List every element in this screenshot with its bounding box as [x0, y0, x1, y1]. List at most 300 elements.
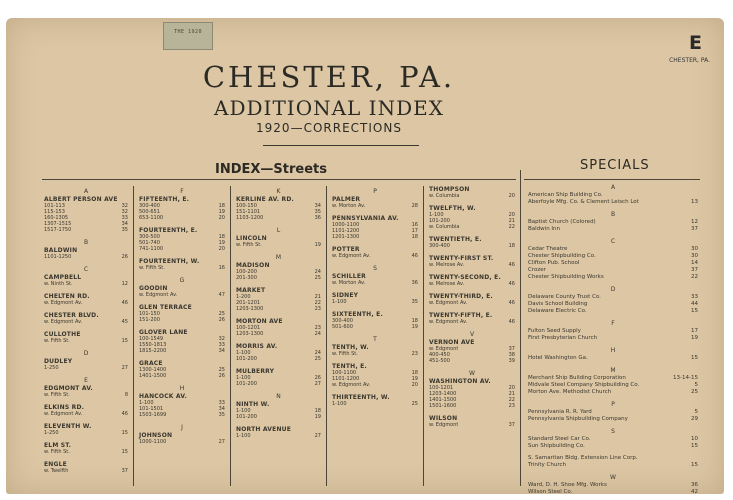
plate-number: 37 — [508, 422, 515, 428]
plate-number: 18 — [314, 408, 321, 414]
house-range: 100-1201 — [429, 385, 454, 391]
street-entry — [139, 188, 225, 221]
street-range-row — [44, 365, 128, 371]
plate-number: 20 — [508, 193, 515, 199]
house-range: w. Edgmont Av. — [332, 382, 371, 388]
street-range-row — [139, 292, 225, 298]
plate-number: 15 — [121, 430, 128, 436]
section-letter: W — [469, 370, 475, 377]
house-range: w. Edgmont — [429, 422, 459, 428]
special-entry — [528, 184, 698, 206]
plate-number: 29 — [691, 416, 698, 422]
street-range-row — [44, 281, 128, 287]
house-range: 101-200 — [236, 381, 257, 387]
house-range: 101-150 — [139, 311, 160, 317]
section-letter: H — [610, 347, 616, 354]
section-letter: P — [611, 401, 615, 408]
house-range: 1401-1500 — [429, 397, 457, 403]
special-row — [528, 301, 698, 308]
street-entry — [429, 331, 515, 364]
street-range-row — [44, 227, 128, 233]
plate-number: 15 — [691, 308, 698, 314]
street-range-row — [429, 358, 515, 364]
house-range: w. Edgmont Av. — [139, 292, 178, 298]
page-title: CHESTER, PA. — [202, 60, 456, 94]
street-range-row — [332, 401, 418, 407]
street-range-row — [44, 338, 128, 344]
street-range-row — [332, 253, 418, 259]
street-entry — [429, 293, 515, 306]
house-range: 1201-1300 — [332, 234, 360, 240]
street-entry — [44, 377, 128, 398]
plate-number: 32 — [121, 203, 128, 209]
street-range-row — [332, 280, 418, 286]
plate-number: 37 — [691, 226, 698, 232]
map-index-sheet — [6, 18, 724, 494]
streets-column-5 — [429, 186, 515, 434]
street-name: BALDWIN — [44, 247, 78, 254]
plate-number: 21 — [508, 391, 515, 397]
house-range: 100-1549 — [139, 336, 164, 342]
house-range: 741-1100 — [139, 246, 164, 252]
house-range: w. Edgmont Av. — [44, 300, 83, 306]
house-range: 300-400 — [332, 318, 353, 324]
house-range: 101-113 — [44, 203, 65, 209]
house-range: 101-200 — [429, 218, 450, 224]
special-entry — [528, 401, 698, 423]
street-name: TWENTY-THIRD, E. — [429, 293, 493, 300]
street-name: MORRIS AV. — [236, 343, 278, 350]
special-name: Chester Shipbuilding Co. — [528, 253, 596, 259]
plate-number: 35 — [411, 299, 418, 305]
street-name: ELKINS RD. — [44, 404, 85, 411]
street-name: GLOVER LANE — [139, 329, 188, 336]
section-letter: A — [83, 188, 89, 195]
section-letter: P — [373, 188, 377, 195]
house-range: 1203-1300 — [236, 331, 264, 337]
house-range: 151-1101 — [236, 209, 261, 215]
plate-number: 17 — [411, 228, 418, 234]
house-range: w. Fifth St. — [44, 338, 70, 344]
section-letter: K — [276, 188, 281, 195]
street-name: TWENTY-SECOND, E. — [429, 274, 501, 281]
plate-number: 32 — [121, 209, 128, 215]
special-row — [528, 253, 698, 260]
plate-number: 42 — [691, 489, 698, 494]
special-name: Ward, D. H. Shoe Mfg. Works — [528, 482, 607, 488]
specials-header-rule — [524, 179, 700, 180]
section-letter: B — [83, 239, 89, 246]
plate-number: 27 — [314, 433, 321, 439]
special-row — [528, 355, 698, 362]
house-range: 101-1501 — [139, 406, 164, 412]
street-entry — [429, 205, 515, 230]
section-letter: F — [611, 320, 615, 327]
house-range: 1-100 — [332, 299, 347, 305]
special-name: Trinity Church — [528, 462, 566, 468]
plate-number: 25 — [411, 401, 418, 407]
street-name: THOMPSON — [429, 186, 470, 193]
house-range: w. Columbia — [429, 224, 460, 230]
house-range: 100-150 — [236, 203, 257, 209]
section-letter: N — [276, 393, 281, 400]
street-name: KERLINE AV. RD. — [236, 196, 294, 203]
house-range: w. Melrose Av. — [429, 281, 465, 287]
plate-number: 12 — [691, 219, 698, 225]
street-name: NINTH W. — [236, 401, 270, 408]
sheet-label: CHESTER, PA. — [669, 57, 710, 64]
street-range-row — [429, 193, 515, 199]
street-entry — [332, 265, 418, 286]
section-letter: C — [610, 238, 616, 245]
street-range-row — [44, 411, 128, 417]
street-range-row — [44, 254, 128, 260]
special-row — [528, 199, 698, 206]
street-name: TENTH, W. — [332, 344, 369, 351]
section-letter: H — [179, 385, 185, 392]
plate-number: 19 — [314, 242, 321, 248]
column-divider — [326, 186, 327, 486]
plate-number: 34 — [121, 221, 128, 227]
street-entry — [139, 385, 225, 418]
house-range: w. Morton Av. — [332, 203, 366, 209]
plate-number: 45 — [121, 319, 128, 325]
section-letter: V — [469, 331, 475, 338]
street-entry — [236, 188, 321, 221]
plate-number: 35 — [218, 412, 225, 418]
special-row — [528, 260, 698, 267]
house-range: 400-450 — [429, 352, 450, 358]
house-range: 201-300 — [236, 275, 257, 281]
street-range-row — [236, 215, 321, 221]
house-range: w. Edgmont — [429, 346, 459, 352]
section-letter: T — [373, 336, 377, 343]
street-entry — [429, 312, 515, 325]
special-row — [528, 409, 698, 416]
street-range-row — [236, 242, 321, 248]
plate-number: 18 — [508, 243, 515, 249]
house-range: w. Fifth St. — [44, 449, 70, 455]
plate-number: 19 — [411, 324, 418, 330]
special-name: Baldwin Inn — [528, 226, 561, 232]
street-name: CAMPBELL — [44, 274, 82, 281]
plate-number: 5 — [694, 409, 698, 415]
street-range-row — [139, 215, 225, 221]
street-range-row — [332, 299, 418, 305]
plate-number: 37 — [508, 346, 515, 352]
street-range-row — [429, 300, 515, 306]
street-range-row — [429, 281, 515, 287]
plate-number: 19 — [691, 335, 698, 341]
street-name: GRACE — [139, 360, 163, 367]
house-range: 1-250 — [44, 365, 59, 371]
street-entry — [236, 368, 321, 387]
house-range: 1-100 — [429, 212, 444, 218]
street-entry — [236, 318, 321, 337]
street-range-row — [236, 356, 321, 362]
house-range: 1101-1200 — [332, 228, 360, 234]
street-entry — [44, 404, 128, 417]
plate-number: 30 — [691, 246, 698, 252]
street-name: GLEN TERRACE — [139, 304, 192, 311]
plate-number: 12 — [121, 281, 128, 287]
street-range-row — [429, 319, 515, 325]
plate-number: 15 — [121, 449, 128, 455]
plate-number: 20 — [218, 246, 225, 252]
plate-number: 25 — [218, 311, 225, 317]
streets-column-2 — [139, 186, 225, 451]
plate-number: 36 — [314, 215, 321, 221]
house-range: 1000-1100 — [332, 222, 360, 228]
street-name: CHESTER BLVD. — [44, 312, 99, 319]
sheet-letter: E — [689, 32, 702, 54]
street-range-row — [429, 243, 515, 249]
streets-column-1 — [44, 186, 128, 480]
house-range: w. Columbia — [429, 193, 460, 199]
plate-number: 19 — [218, 209, 225, 215]
house-range: w. Twelfth — [44, 468, 69, 474]
special-row — [528, 389, 698, 396]
house-range: 101-200 — [236, 414, 257, 420]
street-entry — [429, 370, 515, 409]
plate-number: 35 — [314, 209, 321, 215]
plate-number: 22 — [691, 274, 698, 280]
stamp-text: THE 1920 — [173, 29, 203, 35]
plate-number: 20 — [508, 385, 515, 391]
plate-number: 24 — [314, 350, 321, 356]
street-range-row — [236, 414, 321, 420]
plate-number: 46 — [121, 300, 128, 306]
plate-number: 16 — [411, 222, 418, 228]
plate-number: 16 — [218, 265, 225, 271]
plate-number: 23 — [411, 351, 418, 357]
special-row — [528, 267, 698, 274]
street-range-row — [139, 317, 225, 323]
house-range: 160-1305 — [44, 215, 69, 221]
special-row — [528, 246, 698, 253]
plate-number: 37 — [691, 267, 698, 273]
street-name: TWENTY-FIFTH, E. — [429, 312, 493, 319]
street-entry — [332, 311, 418, 330]
street-entry — [44, 331, 128, 344]
plate-number: 33 — [218, 342, 225, 348]
plate-number: 19 — [411, 376, 418, 382]
plate-number: 36 — [691, 482, 698, 488]
plate-number: 46 — [508, 281, 515, 287]
special-name: Davis School Building — [528, 301, 588, 307]
house-range: 501-600 — [332, 324, 353, 330]
house-range: 500-651 — [139, 209, 160, 215]
plate-number: 15 — [121, 338, 128, 344]
street-range-row — [332, 203, 418, 209]
special-row — [528, 192, 698, 199]
street-range-row — [139, 412, 225, 418]
streets-heading: INDEX—Streets — [215, 162, 327, 177]
street-range-row — [236, 331, 321, 337]
column-divider — [133, 186, 134, 486]
plate-number: 33 — [121, 215, 128, 221]
special-name: Standard Steel Car Co. — [528, 436, 591, 442]
page-subtitle: ADDITIONAL INDEX — [214, 96, 444, 120]
street-name: WASHINGTON AV. — [429, 378, 491, 385]
street-entry — [236, 343, 321, 362]
street-name: POTTER — [332, 246, 360, 253]
section-letter: G — [179, 277, 185, 284]
special-name: S. Samaritan Bldg. Extension Line Corp. — [528, 455, 638, 461]
street-entry — [236, 426, 321, 439]
house-range: 1-200 — [236, 294, 251, 300]
street-entry — [44, 188, 128, 233]
section-letter: L — [276, 227, 281, 234]
street-entry — [429, 236, 515, 249]
street-range-row — [139, 265, 225, 271]
street-entry — [429, 255, 515, 268]
plate-number: 20 — [508, 212, 515, 218]
street-entry — [139, 329, 225, 354]
plate-number: 13 — [691, 199, 698, 205]
page-subtitle-year: 1920—CORRECTIONS — [256, 121, 402, 135]
plate-number: 33 — [218, 400, 225, 406]
house-range: 1-100 — [139, 400, 154, 406]
street-entry — [332, 336, 418, 357]
house-range: 1-250 — [44, 430, 59, 436]
street-entry — [44, 461, 128, 474]
plate-number: 23 — [314, 306, 321, 312]
street-range-row — [139, 373, 225, 379]
house-range: w. Edgmont Av. — [44, 411, 83, 417]
special-name: Clifton Pub. School — [528, 260, 580, 266]
special-name: Merchant Ship Building Corporation — [528, 375, 626, 381]
plate-number: 21 — [314, 294, 321, 300]
street-range-row — [236, 306, 321, 312]
street-name: MADISON — [236, 262, 270, 269]
house-range: w. Edgmont Av. — [429, 319, 468, 325]
plate-number: 22 — [508, 224, 515, 230]
special-row — [528, 416, 698, 423]
house-range: 1-100 — [236, 350, 251, 356]
plate-number: 28 — [411, 203, 418, 209]
special-row — [528, 219, 698, 226]
house-range: 1101-1250 — [44, 254, 72, 260]
street-name: TWENTY-FIRST ST. — [429, 255, 494, 262]
house-range: 1-100 — [332, 401, 347, 407]
street-name: FIFTEENTH, E. — [139, 196, 190, 203]
house-range: 501-740 — [139, 240, 160, 246]
street-range-row — [332, 382, 418, 388]
street-name: THIRTEENTH, W. — [332, 394, 390, 401]
street-entry — [332, 292, 418, 305]
plate-number: 8 — [124, 392, 128, 398]
plate-number: 25 — [218, 367, 225, 373]
plate-number: 20 — [411, 382, 418, 388]
street-entry — [332, 394, 418, 407]
street-entry — [139, 360, 225, 379]
house-range: 100-200 — [236, 269, 257, 275]
house-range: 1501-1600 — [429, 403, 457, 409]
street-entry — [44, 442, 128, 455]
plate-number: 26 — [218, 373, 225, 379]
plate-number: 5 — [694, 382, 698, 388]
special-entry — [528, 211, 698, 233]
special-row — [528, 455, 698, 462]
special-row — [528, 443, 698, 450]
plate-number: 46 — [411, 253, 418, 259]
house-range: 1307-1515 — [44, 221, 72, 227]
street-name: NORTH AVENUE — [236, 426, 292, 433]
plate-number: 46 — [508, 262, 515, 268]
house-range: 1-100 — [236, 375, 251, 381]
plate-number: 15 — [691, 462, 698, 468]
street-entry — [44, 350, 128, 371]
street-range-row — [332, 324, 418, 330]
special-name: First Presbyterian Church — [528, 335, 598, 341]
special-name: Baptist Church (Colored) — [528, 219, 596, 225]
house-range: w. Fifth St. — [44, 392, 70, 398]
special-entry — [528, 428, 698, 450]
plate-number: 25 — [314, 356, 321, 362]
house-range: 1101-1200 — [332, 376, 360, 382]
special-row — [528, 294, 698, 301]
plate-number: 27 — [314, 381, 321, 387]
street-name: MARKET — [236, 287, 266, 294]
special-name: Midvale Steel Company Shipbuilding Co. — [528, 382, 640, 388]
street-range-row — [332, 351, 418, 357]
house-range: w. Melrose Av. — [429, 262, 465, 268]
plate-number: 47 — [218, 292, 225, 298]
plate-number: 24 — [314, 331, 321, 337]
house-range: w. Fifth St. — [236, 242, 262, 248]
street-range-row — [44, 319, 128, 325]
specials-column — [528, 182, 698, 494]
special-name: Sun Shipbuilding Co. — [528, 443, 585, 449]
house-range: w. Edgmont Av. — [429, 300, 468, 306]
special-row — [528, 274, 698, 281]
plate-number: 23 — [314, 325, 321, 331]
street-entry — [332, 363, 418, 388]
street-name: JOHNSON — [139, 432, 173, 439]
plate-number: 38 — [508, 352, 515, 358]
street-entry — [139, 277, 225, 298]
house-range: 1203-1400 — [429, 391, 457, 397]
plate-number: 26 — [314, 375, 321, 381]
special-entry — [528, 474, 698, 494]
plate-number: 24 — [314, 269, 321, 275]
street-entry — [429, 186, 515, 199]
street-name: TWENTIETH, E. — [429, 236, 482, 243]
street-name: HANCOCK AV. — [139, 393, 187, 400]
street-entry — [44, 312, 128, 325]
street-entry — [139, 227, 225, 252]
house-range: w. Fifth St. — [139, 265, 165, 271]
plate-number: 32 — [218, 336, 225, 342]
street-entry — [429, 415, 515, 428]
street-name: WILSON — [429, 415, 458, 422]
house-range: 1815-2200 — [139, 348, 167, 354]
street-range-row — [44, 468, 128, 474]
plate-number: 22 — [508, 397, 515, 403]
street-name: CHELTEN RD. — [44, 293, 90, 300]
section-letter: A — [610, 184, 616, 191]
plate-number: 33 — [691, 294, 698, 300]
house-range: 1000-1100 — [139, 439, 167, 445]
street-range-row — [429, 403, 515, 409]
plate-number: 22 — [314, 300, 321, 306]
street-range-row — [236, 381, 321, 387]
plate-number: 19 — [314, 414, 321, 420]
plate-number: 39 — [508, 358, 515, 364]
plate-number: 46 — [508, 300, 515, 306]
section-letter: M — [275, 254, 282, 261]
